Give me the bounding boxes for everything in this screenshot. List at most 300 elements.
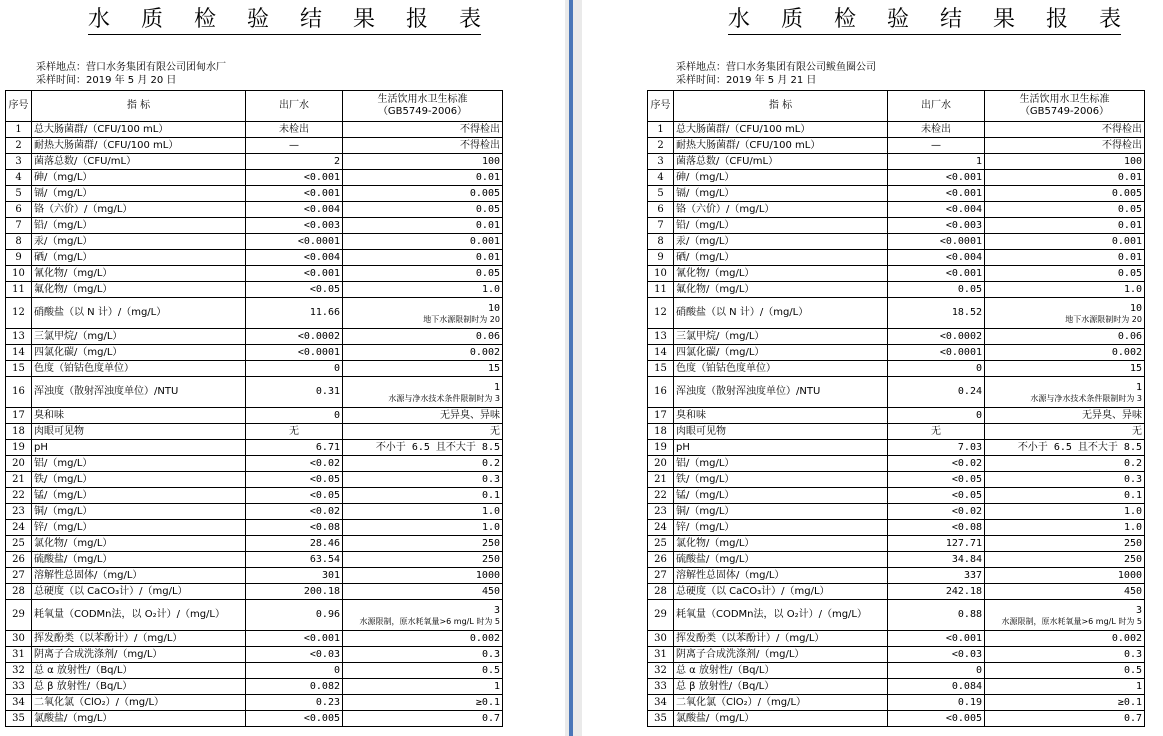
standard-limit: 250: [985, 536, 1145, 552]
table-row: [6, 329, 503, 345]
indicator-name: 浑浊度（散射浑浊度单位）/NTU: [674, 377, 888, 408]
table-row: [648, 170, 1145, 186]
row-seq: 8: [6, 234, 32, 250]
standard-limit: 0.3: [343, 647, 503, 663]
outlet-value: <0.001: [888, 186, 985, 202]
table-row: [648, 472, 1145, 488]
indicator-name: 锰/（mg/L）: [32, 488, 246, 504]
outlet-value: <0.05: [888, 488, 985, 504]
outlet-value: <0.0001: [888, 234, 985, 250]
indicator-name: 硝酸盐（以 N 计）/（mg/L）: [674, 298, 888, 329]
indicator-name: 总硬度（以 CaCO₃计）/（mg/L）: [32, 584, 246, 600]
standard-limit: 0.2: [343, 456, 503, 472]
indicator-name: 锌/（mg/L）: [674, 520, 888, 536]
row-seq: 19: [648, 440, 674, 456]
indicator-name: 色度（铂钴色度单位）: [674, 361, 888, 377]
standard-limit: 1000: [985, 568, 1145, 584]
row-seq: 10: [648, 266, 674, 282]
row-seq: 11: [6, 282, 32, 298]
indicator-name: 四氯化碳/（mg/L）: [32, 345, 246, 361]
row-seq: 18: [648, 424, 674, 440]
row-seq: 5: [6, 186, 32, 202]
table-row: [6, 377, 503, 408]
table-row: [648, 234, 1145, 250]
standard-limit: 1.0: [985, 520, 1145, 536]
standard-limit: 0.7: [343, 711, 503, 727]
standard-limit: 10 地下水源限制时为 20: [985, 298, 1145, 329]
table-row: [6, 600, 503, 631]
table-row: [6, 266, 503, 282]
standard-limit: 0.005: [985, 186, 1145, 202]
outlet-value: <0.08: [888, 520, 985, 536]
standard-limit: 1: [985, 679, 1145, 695]
outlet-value: 11.66: [246, 298, 343, 329]
row-seq: 3: [648, 154, 674, 170]
standard-limit: 250: [985, 552, 1145, 568]
standard-limit: 1 水源与净水技术条件限制时为 3: [343, 377, 503, 408]
row-seq: 2: [648, 138, 674, 154]
table-row: [648, 154, 1145, 170]
row-seq: 28: [648, 584, 674, 600]
outlet-value: 0.05: [888, 282, 985, 298]
indicator-name: 锌/（mg/L）: [32, 520, 246, 536]
table-row: [648, 552, 1145, 568]
table-row: [648, 298, 1145, 329]
table-row: [648, 631, 1145, 647]
row-seq: 9: [6, 250, 32, 266]
outlet-value: 200.18: [246, 584, 343, 600]
row-seq: 26: [6, 552, 32, 568]
outlet-value: <0.02: [888, 456, 985, 472]
row-seq: 20: [6, 456, 32, 472]
standard-limit: 不得检出: [985, 122, 1145, 138]
col-header-indicator: 指 标: [674, 91, 888, 122]
row-seq: 26: [648, 552, 674, 568]
indicator-name: 总大肠菌群/（CFU/100 mL）: [674, 122, 888, 138]
indicator-name: 总 α 放射性/（Bq/L）: [32, 663, 246, 679]
row-seq: 19: [6, 440, 32, 456]
indicator-name: 耐热大肠菌群/（CFU/100 mL）: [674, 138, 888, 154]
report-page-bayuquan: [582, 0, 1163, 736]
indicator-name: 铜/（mg/L）: [674, 504, 888, 520]
outlet-value: 0: [888, 408, 985, 424]
row-seq: 18: [6, 424, 32, 440]
standard-limit: 无异臭、异味: [343, 408, 503, 424]
table-row: [648, 600, 1145, 631]
standard-limit: 15: [343, 361, 503, 377]
row-seq: 25: [648, 536, 674, 552]
indicator-name: 氯化物/（mg/L）: [32, 536, 246, 552]
row-seq: 14: [648, 345, 674, 361]
outlet-value: 28.46: [246, 536, 343, 552]
standard-limit: 0.5: [343, 663, 503, 679]
col-header-outlet: 出厂水: [888, 91, 985, 122]
standard-limit: 不得检出: [985, 138, 1145, 154]
outlet-value: 7.03: [888, 440, 985, 456]
standard-limit: 无: [343, 424, 503, 440]
outlet-value: <0.05: [246, 282, 343, 298]
report-page-tuandian: [0, 0, 565, 736]
indicator-name: 砷/（mg/L）: [674, 170, 888, 186]
standard-limit: 100: [343, 154, 503, 170]
outlet-value: 6.71: [246, 440, 343, 456]
standard-limit: 0.7: [985, 711, 1145, 727]
row-seq: 17: [6, 408, 32, 424]
standard-limit: 0.05: [343, 266, 503, 282]
row-seq: 17: [648, 408, 674, 424]
table-row: [648, 266, 1145, 282]
standard-limit: 0.002: [985, 345, 1145, 361]
row-seq: 11: [648, 282, 674, 298]
outlet-value: <0.001: [246, 631, 343, 647]
outlet-value: 18.52: [888, 298, 985, 329]
standard-limit: 0.3: [985, 647, 1145, 663]
table-row: [648, 329, 1145, 345]
col-header-standard: 生活饮用水卫生标准 （GB5749-2006）: [985, 91, 1145, 122]
outlet-value: <0.004: [246, 202, 343, 218]
table-row: [6, 202, 503, 218]
indicator-name: 总 β 放射性/（Bq/L）: [32, 679, 246, 695]
standard-limit: 1: [343, 679, 503, 695]
outlet-value: <0.0001: [888, 345, 985, 361]
standard-limit: 0.1: [985, 488, 1145, 504]
outlet-value: <0.0001: [246, 345, 343, 361]
indicator-name: 铁/（mg/L）: [32, 472, 246, 488]
row-seq: 20: [648, 456, 674, 472]
outlet-value: <0.001: [246, 266, 343, 282]
outlet-value: 0.084: [888, 679, 985, 695]
row-seq: 27: [6, 568, 32, 584]
table-row: [6, 250, 503, 266]
table-row: [648, 186, 1145, 202]
indicator-name: 臭和味: [32, 408, 246, 424]
outlet-value: 0.31: [246, 377, 343, 408]
row-seq: 35: [648, 711, 674, 727]
row-seq: 30: [6, 631, 32, 647]
outlet-value: <0.001: [888, 170, 985, 186]
table-row: [648, 568, 1145, 584]
standard-limit: 0.01: [343, 250, 503, 266]
standard-limit: 0.002: [343, 631, 503, 647]
row-seq: 10: [6, 266, 32, 282]
standard-limit: ≥0.1: [985, 695, 1145, 711]
table-row: [6, 552, 503, 568]
standard-limit: 无: [985, 424, 1145, 440]
table-row: [6, 568, 503, 584]
table-row: [6, 408, 503, 424]
outlet-value: <0.001: [888, 631, 985, 647]
outlet-value: 337: [888, 568, 985, 584]
indicator-name: pH: [32, 440, 246, 456]
outlet-value: 0.96: [246, 600, 343, 631]
row-seq: 12: [648, 298, 674, 329]
table-row: [648, 520, 1145, 536]
outlet-value: <0.02: [246, 504, 343, 520]
outlet-value: 0: [888, 663, 985, 679]
row-seq: 8: [648, 234, 674, 250]
outlet-value: <0.004: [246, 250, 343, 266]
outlet-value: 242.18: [888, 584, 985, 600]
standard-limit: 0.001: [985, 234, 1145, 250]
table-row: [6, 663, 503, 679]
table-row: [6, 695, 503, 711]
table-row: [6, 536, 503, 552]
standard-note: 地下水源限制时为 20: [1065, 314, 1142, 324]
outlet-value: <0.05: [888, 472, 985, 488]
table-row: [6, 186, 503, 202]
standard-note: 水源限制，原水耗氧量>6 mg/L 时为 5: [1001, 616, 1142, 626]
row-seq: 7: [648, 218, 674, 234]
outlet-value: <0.001: [888, 266, 985, 282]
table-row: [648, 440, 1145, 456]
table-header-row: [648, 91, 1145, 122]
sampling-location: 采样地点：营口水务集团有限公司团甸水厂: [36, 62, 226, 73]
standard-limit: 3 水源限制，原水耗氧量>6 mg/L 时为 5: [343, 600, 503, 631]
outlet-value: 0: [888, 361, 985, 377]
table-row: [648, 361, 1145, 377]
indicator-name: 铁/（mg/L）: [674, 472, 888, 488]
indicator-name: 挥发酚类（以苯酚计）/（mg/L）: [32, 631, 246, 647]
row-seq: 15: [648, 361, 674, 377]
standard-limit: 1.0: [343, 282, 503, 298]
page-divider: [565, 0, 582, 736]
table-row: [648, 218, 1145, 234]
outlet-value: 未检出: [246, 122, 343, 138]
indicator-name: 砷/（mg/L）: [32, 170, 246, 186]
row-seq: 35: [6, 711, 32, 727]
indicator-name: 铝/（mg/L）: [32, 456, 246, 472]
outlet-value: <0.0002: [888, 329, 985, 345]
indicator-name: 铜/（mg/L）: [32, 504, 246, 520]
table-row: [648, 695, 1145, 711]
indicator-name: 氰化物/（mg/L）: [32, 266, 246, 282]
standard-limit: 0.002: [985, 631, 1145, 647]
table-row: [6, 631, 503, 647]
indicator-name: 氟化物/（mg/L）: [674, 282, 888, 298]
outlet-value: <0.02: [888, 504, 985, 520]
sampling-location: 采样地点：营口水务集团有限公司鲅鱼圈公司: [676, 62, 876, 73]
outlet-value: <0.0002: [246, 329, 343, 345]
row-seq: 34: [6, 695, 32, 711]
standard-limit: 3 水源限制，原水耗氧量>6 mg/L 时为 5: [985, 600, 1145, 631]
table-row: [6, 456, 503, 472]
row-seq: 30: [648, 631, 674, 647]
outlet-value: <0.004: [888, 250, 985, 266]
indicator-name: 肉眼可见物: [32, 424, 246, 440]
indicator-name: 浑浊度（散射浑浊度单位）/NTU: [32, 377, 246, 408]
row-seq: 31: [648, 647, 674, 663]
col-header-indicator: 指 标: [32, 91, 246, 122]
outlet-value: <0.08: [246, 520, 343, 536]
outlet-value: 无: [888, 424, 985, 440]
col-header-seq: 序号: [648, 91, 674, 122]
indicator-name: 三氯甲烷/（mg/L）: [674, 329, 888, 345]
table-row: [648, 504, 1145, 520]
indicator-name: 氰化物/（mg/L）: [674, 266, 888, 282]
outlet-value: 0: [246, 663, 343, 679]
outlet-value: <0.001: [246, 186, 343, 202]
row-seq: 15: [6, 361, 32, 377]
table-row: [648, 282, 1145, 298]
outlet-value: <0.03: [888, 647, 985, 663]
row-seq: 14: [6, 345, 32, 361]
outlet-value: 0.88: [888, 600, 985, 631]
outlet-value: 0.082: [246, 679, 343, 695]
table-row: [648, 647, 1145, 663]
row-seq: 24: [6, 520, 32, 536]
standard-limit: 不得检出: [343, 138, 503, 154]
standard-limit: 0.06: [985, 329, 1145, 345]
table-row: [6, 679, 503, 695]
table-row: [648, 584, 1145, 600]
indicator-name: 阴离子合成洗涤剂/（mg/L）: [32, 647, 246, 663]
indicator-name: 耐热大肠菌群/（CFU/100 mL）: [32, 138, 246, 154]
outlet-value: 127.71: [888, 536, 985, 552]
standard-limit: 0.005: [343, 186, 503, 202]
standard-limit: 0.001: [343, 234, 503, 250]
sampling-date: 采样时间：2019 年 5 月 20 日: [36, 75, 177, 86]
outlet-value: <0.001: [246, 170, 343, 186]
indicator-name: 总硬度（以 CaCO₃计）/（mg/L）: [674, 584, 888, 600]
standard-limit: 1000: [343, 568, 503, 584]
table-row: [648, 711, 1145, 727]
standard-limit: 0.01: [343, 170, 503, 186]
results-table: [647, 90, 1145, 727]
standard-note: 水源与净水技术条件限制时为 3: [1030, 393, 1142, 403]
indicator-name: 硝酸盐（以 N 计）/（mg/L）: [32, 298, 246, 329]
standard-limit: 1.0: [985, 504, 1145, 520]
indicator-name: 菌落总数/（CFU/mL）: [674, 154, 888, 170]
indicator-name: 铅/（mg/L）: [674, 218, 888, 234]
outlet-value: <0.003: [246, 218, 343, 234]
table-row: [648, 138, 1145, 154]
standard-limit: 不得检出: [343, 122, 503, 138]
indicator-name: 阴离子合成洗涤剂/（mg/L）: [674, 647, 888, 663]
outlet-value: <0.005: [888, 711, 985, 727]
indicator-name: 铬（六价）/（mg/L）: [32, 202, 246, 218]
standard-limit: 0.002: [343, 345, 503, 361]
indicator-name: 四氯化碳/（mg/L）: [674, 345, 888, 361]
outlet-value: 0.23: [246, 695, 343, 711]
col-header-standard: 生活饮用水卫生标准 （GB5749-2006）: [343, 91, 503, 122]
indicator-name: 锰/（mg/L）: [674, 488, 888, 504]
outlet-value: <0.05: [246, 472, 343, 488]
indicator-name: 镉/（mg/L）: [674, 186, 888, 202]
row-seq: 12: [6, 298, 32, 329]
row-seq: 22: [6, 488, 32, 504]
row-seq: 7: [6, 218, 32, 234]
standard-limit: ≥0.1: [343, 695, 503, 711]
row-seq: 28: [6, 584, 32, 600]
outlet-value: 未检出: [888, 122, 985, 138]
standard-limit: 15: [985, 361, 1145, 377]
outlet-value: <0.003: [888, 218, 985, 234]
indicator-name: 二氧化氯（ClO₂）/（mg/L）: [32, 695, 246, 711]
table-row: [6, 520, 503, 536]
standard-limit: 无异臭、异味: [985, 408, 1145, 424]
standard-limit: 0.05: [343, 202, 503, 218]
table-row: [6, 345, 503, 361]
standard-limit: 1.0: [985, 282, 1145, 298]
standard-note: 地下水源限制时为 20: [423, 314, 500, 324]
outlet-value: 0.19: [888, 695, 985, 711]
row-seq: 6: [648, 202, 674, 218]
standard-limit: 0.3: [343, 472, 503, 488]
indicator-name: 汞/（mg/L）: [32, 234, 246, 250]
outlet-value: <0.005: [246, 711, 343, 727]
standard-limit: 0.2: [985, 456, 1145, 472]
table-row: [6, 440, 503, 456]
table-row: [648, 408, 1145, 424]
table-row: [648, 122, 1145, 138]
standard-limit: 10 地下水源限制时为 20: [343, 298, 503, 329]
indicator-name: 臭和味: [674, 408, 888, 424]
standard-note: 水源限制，原水耗氧量>6 mg/L 时为 5: [359, 616, 500, 626]
table-row: [648, 202, 1145, 218]
outlet-value: <0.03: [246, 647, 343, 663]
report-title: 水 质 检 验 结 果 报 表: [728, 2, 1133, 33]
outlet-value: <0.0001: [246, 234, 343, 250]
standard-limit: 1 水源与净水技术条件限制时为 3: [985, 377, 1145, 408]
indicator-name: 汞/（mg/L）: [674, 234, 888, 250]
indicator-name: 镉/（mg/L）: [32, 186, 246, 202]
row-seq: 31: [6, 647, 32, 663]
table-row: [6, 234, 503, 250]
standard-limit: 100: [985, 154, 1145, 170]
outlet-value: 301: [246, 568, 343, 584]
table-row: [648, 424, 1145, 440]
row-seq: 9: [648, 250, 674, 266]
table-row: [6, 298, 503, 329]
table-row: [6, 361, 503, 377]
indicator-name: 二氧化氯（ClO₂）/（mg/L）: [674, 695, 888, 711]
table-row: [6, 138, 503, 154]
standard-limit: 250: [343, 552, 503, 568]
standard-limit: 0.05: [985, 202, 1145, 218]
col-header-seq: 序号: [6, 91, 32, 122]
row-seq: 34: [648, 695, 674, 711]
row-seq: 3: [6, 154, 32, 170]
table-row: [648, 250, 1145, 266]
indicator-name: 色度（铂钴色度单位）: [32, 361, 246, 377]
indicator-name: 铝/（mg/L）: [674, 456, 888, 472]
outlet-value: 34.84: [888, 552, 985, 568]
outlet-value: <0.004: [888, 202, 985, 218]
row-seq: 22: [648, 488, 674, 504]
report-title: 水 质 检 验 结 果 报 表: [88, 2, 493, 33]
outlet-value: 0.24: [888, 377, 985, 408]
standard-note: 水源与净水技术条件限制时为 3: [388, 393, 500, 403]
indicator-name: 氯酸盐/（mg/L）: [674, 711, 888, 727]
table-header-row: [6, 91, 503, 122]
standard-limit: 0.1: [343, 488, 503, 504]
row-seq: 1: [6, 122, 32, 138]
outlet-value: 2: [246, 154, 343, 170]
row-seq: 1: [648, 122, 674, 138]
table-row: [6, 218, 503, 234]
row-seq: 29: [6, 600, 32, 631]
table-row: [6, 170, 503, 186]
standard-limit: 450: [343, 584, 503, 600]
table-row: [648, 377, 1145, 408]
outlet-value: 63.54: [246, 552, 343, 568]
indicator-name: 铅/（mg/L）: [32, 218, 246, 234]
indicator-name: 三氯甲烷/（mg/L）: [32, 329, 246, 345]
sampling-date: 采样时间：2019 年 5 月 21 日: [676, 75, 817, 86]
table-row: [6, 584, 503, 600]
indicator-name: 总 β 放射性/（Bq/L）: [674, 679, 888, 695]
standard-limit: 不小于 6.5 且不大于 8.5: [343, 440, 503, 456]
